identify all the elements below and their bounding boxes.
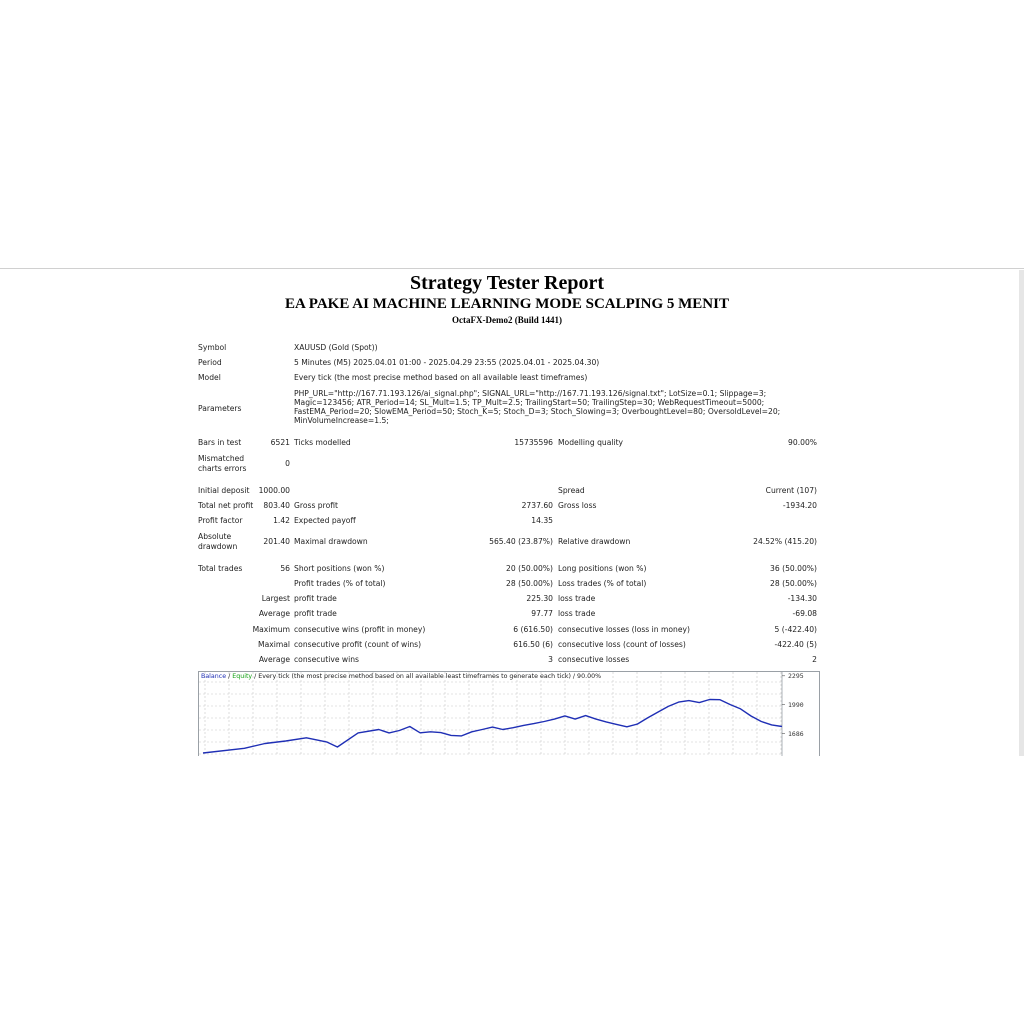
y-tick-label: 1686 [788, 729, 804, 738]
absolute-drawdown-label-line1: Absolute [198, 532, 232, 541]
expected-payoff-label: Expected payoff [294, 516, 356, 525]
expected-payoff-value: 14.35 [531, 516, 553, 525]
total-trades-label: Total trades [198, 564, 243, 573]
ea-name: EA PAKE AI MACHINE LEARNING MODE SCALPING 5 MENIT [285, 296, 729, 312]
largest-profit-trade-label: profit trade [294, 594, 337, 603]
profit-trades-label: Profit trades (% of total) [294, 579, 386, 588]
max-consec-wins-value: 6 (616.50) [513, 625, 553, 634]
modelling-quality-value: 90.00% [788, 438, 817, 447]
mismatched-value: 0 [285, 459, 290, 468]
balance-chart-svg [199, 672, 819, 756]
avg-consec-wins-label: consecutive wins [294, 655, 360, 664]
parameters-value: PHP_URL="http://167.71.193.126/ai_signal.php"; SIGNAL_URL="http://167.71.193.126/signal.txt"; LotSize=0.1; Slippage=3; Magic=123456; ATR_Period=14; SL_Mult=1.5; TP_Mult=2.5; TrailingStart=50; TrailingStep=30; WebRequestTimeout=5000; FastEMA_Period=20; SlowEMA_Period=50; Stoch_K=5; Stoch_D=3; Stoch_Slowing=3; OverboughtLevel=80; OversoldLevel=20; MinVolumeIncrease=1.5; [294, 389, 781, 425]
gross-loss-label: Gross loss [558, 501, 597, 510]
profit-factor-value: 1.42 [273, 516, 290, 525]
max-consec-losses-label: consecutive losses (loss in money) [558, 625, 690, 634]
avg-consec-losses-label: consecutive losses [558, 655, 630, 664]
long-positions-value: 36 (50.00%) [770, 564, 817, 573]
balance-chart [198, 671, 820, 756]
balance-line [203, 700, 782, 754]
loss-trades-value: 28 (50.00%) [770, 579, 817, 588]
legend-equity: Equity [232, 673, 253, 680]
total-trades-value: 56 [280, 564, 290, 573]
largest-loss-trade-label: loss trade [558, 594, 596, 603]
maximum-label: Maximum [252, 625, 290, 634]
parameters-label: Parameters [198, 404, 242, 413]
long-positions-label: Long positions (won %) [558, 564, 647, 573]
y-tick-label: 2295 [788, 672, 804, 681]
maximal-label: Maximal [258, 640, 290, 649]
symbol-value: XAUUSD (Gold (Spot)) [294, 343, 378, 352]
bars-in-test-label: Bars in test [198, 438, 242, 447]
largest-profit-trade-value: 225.30 [526, 594, 553, 603]
total-net-profit-label: Total net profit [198, 501, 254, 510]
spread-label: Spread [558, 486, 585, 495]
legend-description: / Every tick (the most precise method based on all available least timeframes to generate each tick) / 90.00% [252, 673, 602, 680]
largest-loss-trade-value: -134.30 [787, 594, 817, 603]
loss-trades-label: Loss trades (% of total) [558, 579, 647, 588]
max-consec-losses-value: 5 (-422.40) [774, 625, 817, 634]
total-net-profit-value: 803.40 [263, 501, 290, 510]
y-tick-label: 1990 [788, 700, 804, 709]
absolute-drawdown-value: 201.40 [263, 537, 290, 546]
maximal-consec-loss-value: -422.40 (5) [774, 640, 817, 649]
legend-separator: / [226, 673, 233, 680]
gross-profit-value: 2737.60 [521, 501, 553, 510]
absolute-drawdown-label-line2: drawdown [198, 542, 238, 551]
maximal-drawdown-value: 565.40 (23.87%) [489, 537, 553, 546]
avg-consec-losses-value: 2 [812, 655, 817, 664]
vertical-scrollbar[interactable] [1019, 270, 1024, 756]
average-loss-trade-label: loss trade [558, 609, 596, 618]
legend-balance: Balance [201, 673, 227, 680]
ticks-modelled-label: Ticks modelled [294, 438, 351, 447]
largest-label: Largest [261, 594, 290, 603]
server-build: OctaFX-Demo2 (Build 1441) [452, 315, 562, 325]
average2-label: Average [258, 655, 290, 664]
profit-factor-label: Profit factor [198, 516, 243, 525]
maximal-consec-profit-label: consecutive profit (count of wins) [294, 640, 422, 649]
average-profit-trade-value: 97.77 [531, 609, 553, 618]
max-consec-wins-label: consecutive wins (profit in money) [294, 625, 426, 634]
chart-series [203, 700, 782, 754]
initial-deposit-label: Initial deposit [198, 486, 250, 495]
maximal-consec-loss-label: consecutive loss (count of losses) [558, 640, 686, 649]
relative-drawdown-label: Relative drawdown [558, 537, 631, 546]
maximal-drawdown-label: Maximal drawdown [294, 537, 368, 546]
profit-trades-value: 28 (50.00%) [506, 579, 553, 588]
strategy-tester-report [0, 269, 1019, 756]
mismatched-label-line2: charts errors [198, 464, 247, 473]
period-label: Period [198, 358, 222, 367]
short-positions-value: 20 (50.00%) [506, 564, 553, 573]
average-loss-trade-value: -69.08 [792, 609, 817, 618]
gross-profit-label: Gross profit [294, 501, 338, 510]
symbol-label: Symbol [198, 343, 227, 352]
chart-grid [199, 672, 782, 756]
chart-legend [201, 673, 601, 680]
average-profit-trade-label: profit trade [294, 609, 337, 618]
model-value: Every tick (the most precise method based on all available least timeframes) [294, 373, 588, 382]
spread-value: Current (107) [765, 486, 817, 495]
bars-in-test-value: 6521 [270, 438, 290, 447]
period-value: 5 Minutes (M5) 2025.04.01 01:00 - 2025.04.29 23:55 (2025.04.01 - 2025.04.30) [294, 358, 600, 367]
initial-deposit-value: 1000.00 [258, 486, 290, 495]
ticks-modelled-value: 15735596 [514, 438, 553, 447]
maximal-consec-profit-value: 616.50 (6) [513, 640, 553, 649]
model-label: Model [198, 373, 221, 382]
average-label: Average [258, 609, 290, 618]
modelling-quality-label: Modelling quality [558, 438, 624, 447]
avg-consec-wins-value: 3 [548, 655, 553, 664]
report-title: Strategy Tester Report [409, 272, 605, 294]
mismatched-label-line1: Mismatched [198, 454, 245, 463]
gross-loss-value: -1934.20 [782, 501, 817, 510]
y-axis [782, 672, 804, 738]
short-positions-label: Short positions (won %) [294, 564, 385, 573]
relative-drawdown-value: 24.52% (415.20) [753, 537, 817, 546]
